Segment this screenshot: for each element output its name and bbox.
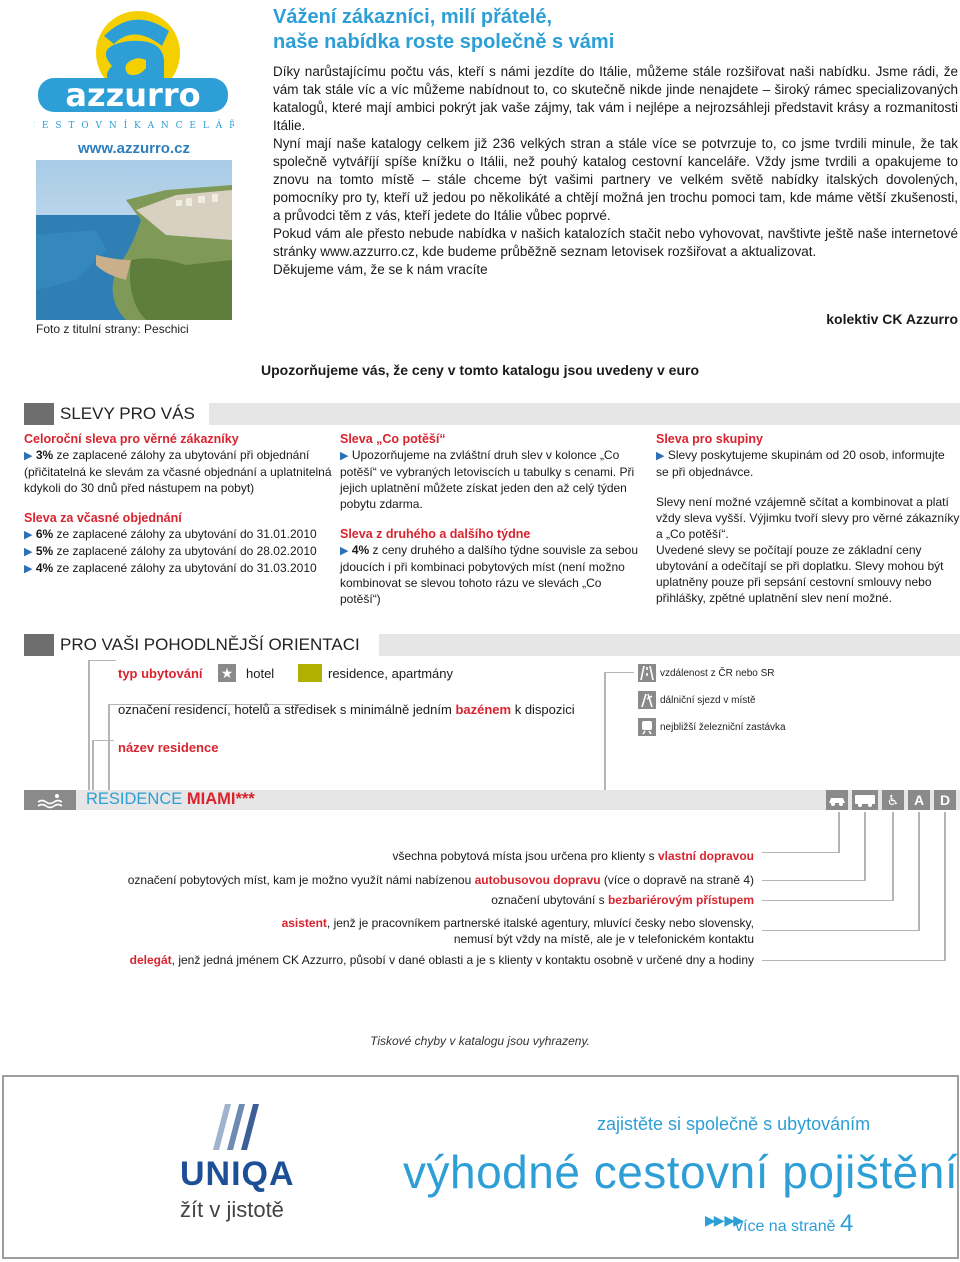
azzurro-logo (34, 6, 234, 140)
star-icon: ★ (218, 664, 236, 682)
intro-body (273, 63, 958, 279)
intro-title (273, 5, 953, 55)
guide-line (92, 740, 114, 792)
guide-line (604, 672, 634, 792)
residence-sample-title: RESIDENCE MIAMI*** (86, 790, 255, 808)
early-discount-item: ▶ 6% ze zaplacené zálohy za ubytování do 31.01.2010 (24, 527, 317, 541)
guide-line (918, 812, 920, 930)
uniqa-tagline: žít v jistotě (180, 1197, 284, 1222)
double-arrow-icon: ▶▶ ▶▶ (705, 1212, 742, 1228)
car-icon (826, 790, 848, 810)
guide-line (762, 900, 894, 901)
wheelchair-icon: ♿ (882, 790, 904, 810)
intro-paragraph: Pokud vám ale přesto nebude nabídka v našich katalozích stačit nebo vyhovovat, navštivte ještě naše internetové stránky www.azzurro.cz, kde budeme průběžně seznam letovisek rozšiřovat a aktualizovat. (273, 226, 958, 259)
early-discount-title: Sleva za včasné objednání (24, 511, 182, 525)
intro-paragraph: Nyní mají naše katalogy celkem již 236 velkých stran a stále více se potvrzuje to, co jsme tvrdili minule, že tak společně vytváříjí spíše knížku o Itálii, než pouhý katalog cestovní kanceláře. Vždy jsme tvrdili a opakujeme to znovu na tomto místě – stále chceme být vašimi partnery ve velkém světě nabídky italských dovolených, pomocníky pro ty, kteří už jedou po několikáté a chtějí možná jen trochu pomoci tam, kde máme větší zkušenosti, a průvodci těm z vás, kteří jedete do Itálie vůbec poprvé. (273, 136, 958, 223)
triangle-bullet-icon: ▶ (24, 529, 33, 541)
guide-line (864, 812, 866, 880)
guide-line (762, 930, 920, 931)
loyal-discount-title: Celoroční sleva pro věrné zákazníky (24, 432, 239, 446)
intro-paragraph: Děkujeme vám, že se k nám vracíte (273, 262, 488, 277)
peschici-photo (36, 160, 232, 320)
typo-disclaimer: Tiskové chyby v katalogu jsou vyhrazeny. (370, 1034, 590, 1048)
discounts-header (24, 403, 960, 425)
residence-label: residence, apartmány (328, 666, 454, 681)
distance-legend: vzdálenost z ČR nebo SR (660, 668, 775, 679)
section-marker (24, 634, 54, 656)
guide-line (892, 812, 894, 900)
ad-headline: zajistěte si společně s ubytováním (597, 1114, 871, 1134)
loyal-discount-text: ▶ 3% ze zaplacené zálohy za ubytování při objednání (přičitatelná ke slevám za včasné objednání a uplatnitelná kdykoli do 30 dnů před nástupem na pobyt) (24, 448, 332, 495)
discounts-column-1 (24, 431, 332, 577)
azzurro-logo-graphic (34, 6, 234, 140)
ad-more-link[interactable]: více na straně 4 (735, 1210, 854, 1237)
triangle-bullet-icon: ▶ (656, 450, 665, 462)
own-transport-legend: všechna pobytová místa jsou určena pro klienty s vlastní dopravou (392, 849, 754, 863)
svg-text:C E S T O V N Í K A N C E L: C E S T O V N Í K A N C E L Á Ř (34, 121, 234, 131)
assistant-legend: asistent, jenž je pracovníkem partnerské italské agentury, mluvící česky nebo slovensky, (281, 916, 754, 930)
barrier-free-legend: označení ubytování s bezbariérovým přístupem (491, 893, 754, 907)
guide-line (762, 880, 866, 881)
orientation-header (24, 634, 960, 656)
guide-line (762, 960, 946, 961)
website-link[interactable]: www.azzurro.cz (78, 140, 190, 157)
fun-discount-text: ▶ Upozorňujeme na zvláštní druh slev v kolonce „Co potěší“ ve vybraných letoviscích u tabulky s cenami. Při jejich uplatnění můžete získat jeden den až celý týden pobytu zdarma. (340, 448, 635, 511)
triangle-bullet-icon: ▶ (24, 563, 33, 575)
accommodation-type-label: typ ubytování (118, 666, 203, 681)
triangle-bullet-icon: ▶ (340, 545, 349, 557)
assistant-indicator: A (908, 790, 930, 810)
group-discount-title: Sleva pro skupiny (656, 432, 763, 446)
discount-note: Slevy není možné vzájemně sčítat a kombinovat a platí vždy sleva vyšší. Výjimku tvoří slevy pro věrné zákazníky a „Co potěší“. (656, 495, 960, 541)
uniqa-brand: UNIQA (180, 1155, 295, 1193)
intro-paragraph: Díky narůstajícímu počtu vás, kteří s námi jezdíte do Itálie, můžeme stále rozšiřovat naši nabídku. Jsme rádi, že vám tak stále víc a víc můžeme nabídnout to, co skutečně nikde jinde nenajdete – široký rámec specializovaných katalogů, které mají ambici pokrýt jak vaše zájmy, tak vám i nejlépe a nejrozsáhleji představit krásy a rozmanitosti Itálie. (273, 64, 958, 133)
early-discount-item: ▶ 4% ze zaplacené zálohy za ubytování do 31.03.2010 (24, 561, 317, 575)
intro-title-line1: Vážení zákazníci, milí přátelé, (273, 6, 553, 28)
highway-exit-legend: dálniční sjezd v místě (660, 695, 756, 706)
fun-discount-title: Sleva „Co potěší“ (340, 432, 446, 446)
ad-main-headline: výhodné cestovní pojištění (403, 1146, 959, 1198)
svg-text:azzurro: azzurro (65, 76, 201, 114)
delegate-indicator: D (934, 790, 956, 810)
delegate-legend: delegát, jenž jedná jménem CK Azzurro, působí v dané oblasti a je s klienty v kontaktu osobně v určené dny a hodiny (129, 953, 754, 967)
triangle-bullet-icon: ▶ (340, 450, 349, 462)
group-discount-text: ▶ Slevy poskytujeme skupinám od 20 osob, informujte se při objednávce. (656, 448, 945, 479)
pool-icon (24, 790, 76, 810)
second-week-text: ▶ 4% z ceny druhého a dalšího týdne souvisle za sebou jdoucích i při kombinaci pobytových míst (není možno kombinovat se slevou tohoto rázu ve slevách „Co potěší“) (340, 543, 638, 606)
pool-legend: označení residencí, hotelů a středisek s minimálně jedním bazénem k dispozici (118, 702, 575, 717)
discounts-column-2 (340, 431, 643, 607)
early-discount-item: ▶ 5% ze zaplacené zálohy za ubytování do 28.02.2010 (24, 544, 317, 558)
bus-transport-legend: označení pobytových míst, kam je možno využít námi nabízenou autobusovou dopravu (více o dopravě na straně 4) (127, 873, 754, 887)
bus-icon (852, 790, 878, 810)
section-bar (379, 634, 960, 656)
photo-caption: Foto z titulní strany: Peschici (36, 322, 189, 336)
section-bar (209, 403, 960, 425)
uniqa-logo-icon (205, 1098, 265, 1161)
triangle-bullet-icon: ▶ (24, 450, 33, 462)
second-week-title: Sleva z druhého a dalšího týdne (340, 527, 531, 541)
residence-marker-icon (298, 664, 322, 682)
assistant-legend-line2: nemusí být vždy na místě, ale je v telefonickém kontaktu (453, 932, 754, 946)
road-icon (638, 664, 656, 682)
discount-note: Uvedené slevy se počítají pouze ze základní ceny ubytování a odečítají se při doplatku. Slevy mohou být uplatněny pouze při sepsání cestovní smlouvy nebo přihlášky, zpětné uplatnění slev není možné. (656, 543, 944, 605)
discounts-heading: SLEVY PRO VÁS (60, 404, 195, 423)
intro-title-line2: naše nabídka roste společně s vámi (273, 31, 615, 53)
guide-line (838, 812, 840, 852)
residence-name-label: název residence (118, 740, 219, 755)
orientation-heading: PRO VAŠI POHODLNĚJŠÍ ORIENTACI (60, 635, 360, 654)
price-note: Upozorňujeme vás, že ceny v tomto katalogu jsou uvedeny v euro (261, 362, 699, 378)
highway-exit-icon (638, 691, 656, 709)
guide-line (762, 852, 840, 853)
intro-signature: kolektiv CK Azzurro (826, 311, 958, 327)
discounts-column-3 (656, 431, 960, 606)
hotel-label: hotel (246, 666, 275, 681)
train-legend: nejbližší železniční zastávka (660, 722, 786, 733)
triangle-bullet-icon: ▶ (24, 546, 33, 558)
section-marker (24, 403, 54, 425)
train-icon (638, 718, 656, 736)
guide-line (944, 812, 946, 960)
